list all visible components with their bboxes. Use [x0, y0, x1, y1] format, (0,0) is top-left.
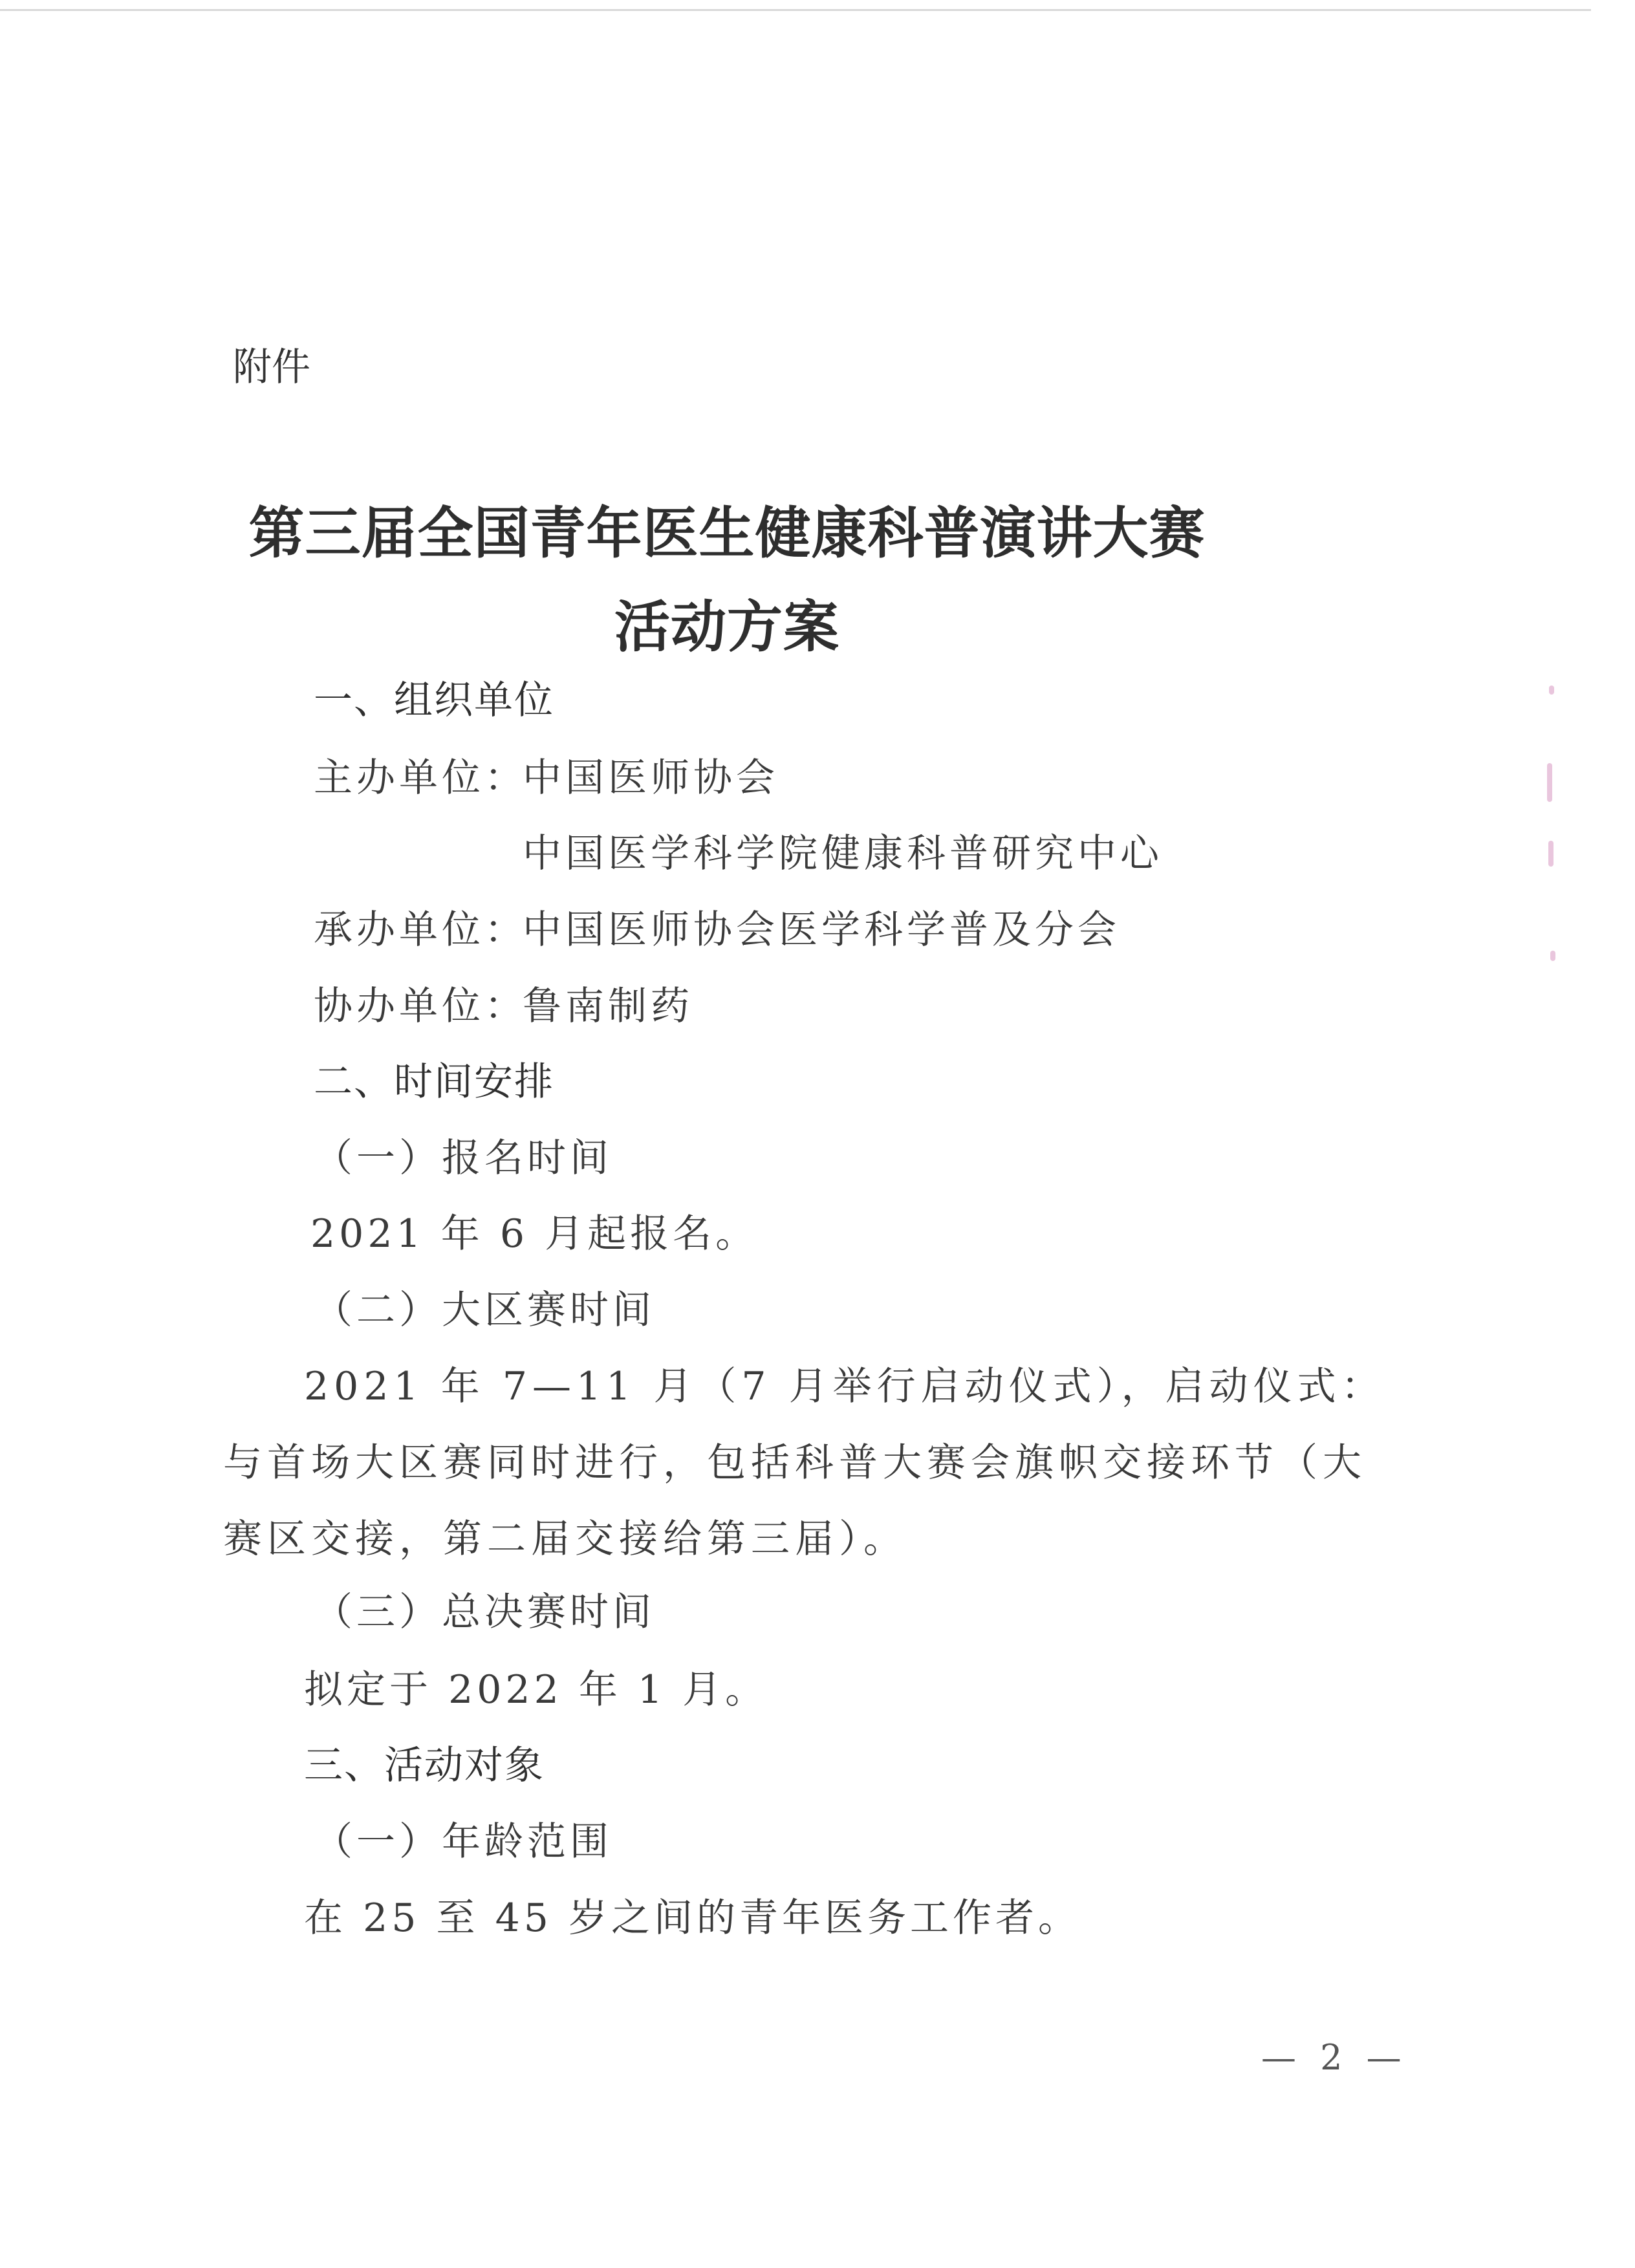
- subsection-heading-2-3: （三）总决赛时间: [314, 1590, 655, 1635]
- scan-mark: [1547, 763, 1552, 802]
- subsection-heading-2-2: （二）大区赛时间: [314, 1288, 655, 1333]
- paragraph-2-2: 2021 年 7—11 月（7 月举行启动仪式），启动仪式：与首场大区赛同时进行，包括科普大赛会旗帜交接环节（大赛区交接，第二届交接给第三届）。: [223, 1364, 1385, 1562]
- paragraph-2-1: 2021 年 6 月起报名。: [310, 1211, 759, 1257]
- subsection-heading-2-1: （一）报名时间: [314, 1136, 612, 1181]
- scan-edge-line: [0, 9, 1591, 11]
- organizer-2: 中国医学科学院健康科普研究中心: [523, 831, 1163, 876]
- scan-mark: [1548, 841, 1554, 867]
- paragraph-3-1: 在 25 至 45 岁之间的青年医务工作者。: [304, 1895, 1081, 1941]
- scan-mark: [1549, 686, 1554, 695]
- section-heading-2: 二、时间安排: [314, 1059, 554, 1105]
- page-number: — 2 —: [1261, 2037, 1408, 2078]
- document-title-line2: 活动方案: [614, 594, 839, 660]
- document-title-line1: 第三届全国青年医生健康科普演讲大赛: [248, 501, 1206, 566]
- paragraph-2-3: 拟定于 2022 年 1 月。: [304, 1667, 768, 1712]
- section-heading-3: 三、活动对象: [304, 1743, 545, 1788]
- co-organizer-label: 协办单位：: [314, 984, 527, 1029]
- organizer-1: 中国医师协会: [523, 755, 779, 801]
- co-organizer: 鲁南制药: [523, 984, 693, 1029]
- organizer-label: 主办单位：: [314, 755, 527, 801]
- subsection-heading-3-1: （一）年龄范围: [314, 1819, 612, 1864]
- undertaker-label: 承办单位：: [314, 907, 527, 953]
- attachment-label: 附件: [233, 345, 310, 390]
- scan-mark: [1550, 951, 1555, 961]
- section-heading-1: 一、组织单位: [314, 678, 554, 723]
- undertaker: 中国医师协会医学科学普及分会: [523, 907, 1120, 953]
